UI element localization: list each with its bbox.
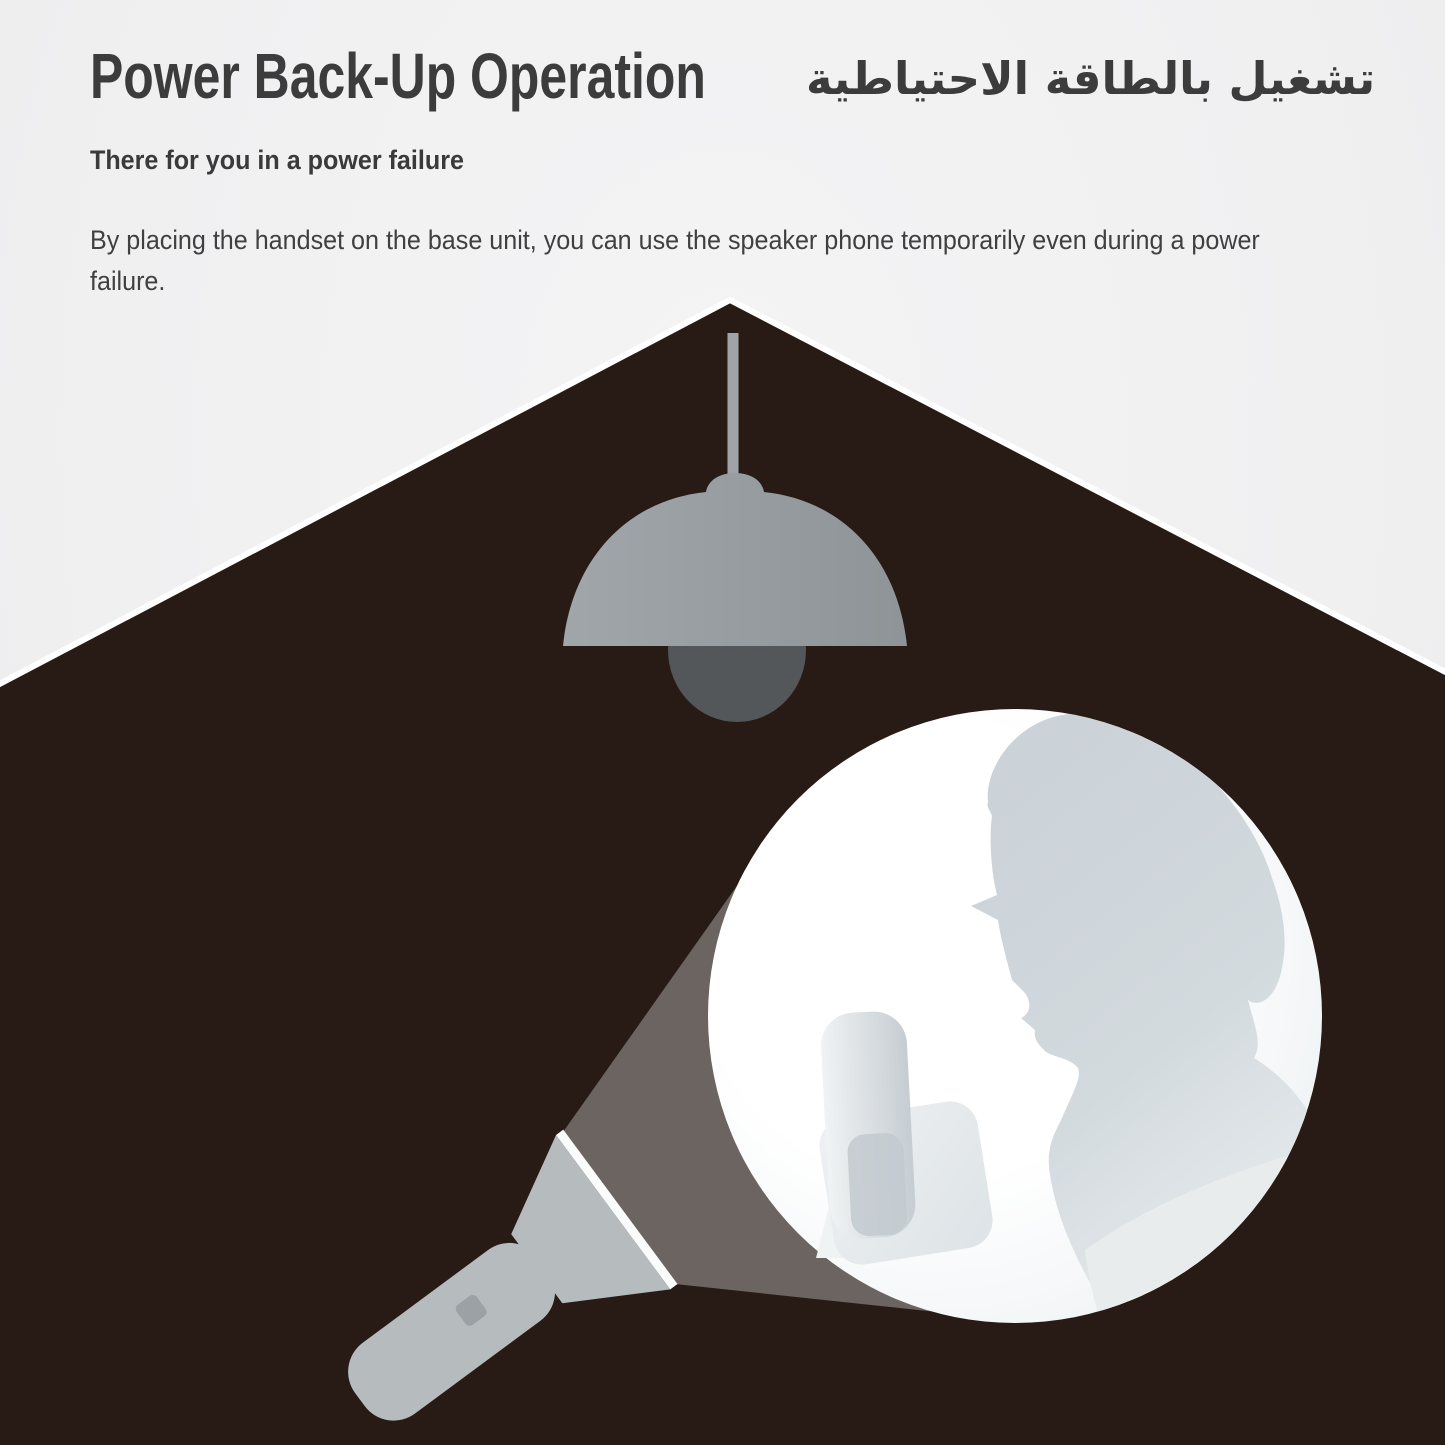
body-line-1: By placing the handset on the base unit, you can use the speaker phone temporarily even during a power (90, 225, 1260, 255)
subtitle: There for you in a power failure (90, 145, 464, 175)
page-title: Power Back-Up Operation (90, 40, 706, 112)
body-line-2: failure. (90, 266, 166, 296)
page-title-arabic: تشغيل بالطاقة الاحتياطية (806, 52, 1376, 105)
phone-handset-body (847, 1132, 908, 1237)
body-paragraph (90, 220, 1260, 302)
